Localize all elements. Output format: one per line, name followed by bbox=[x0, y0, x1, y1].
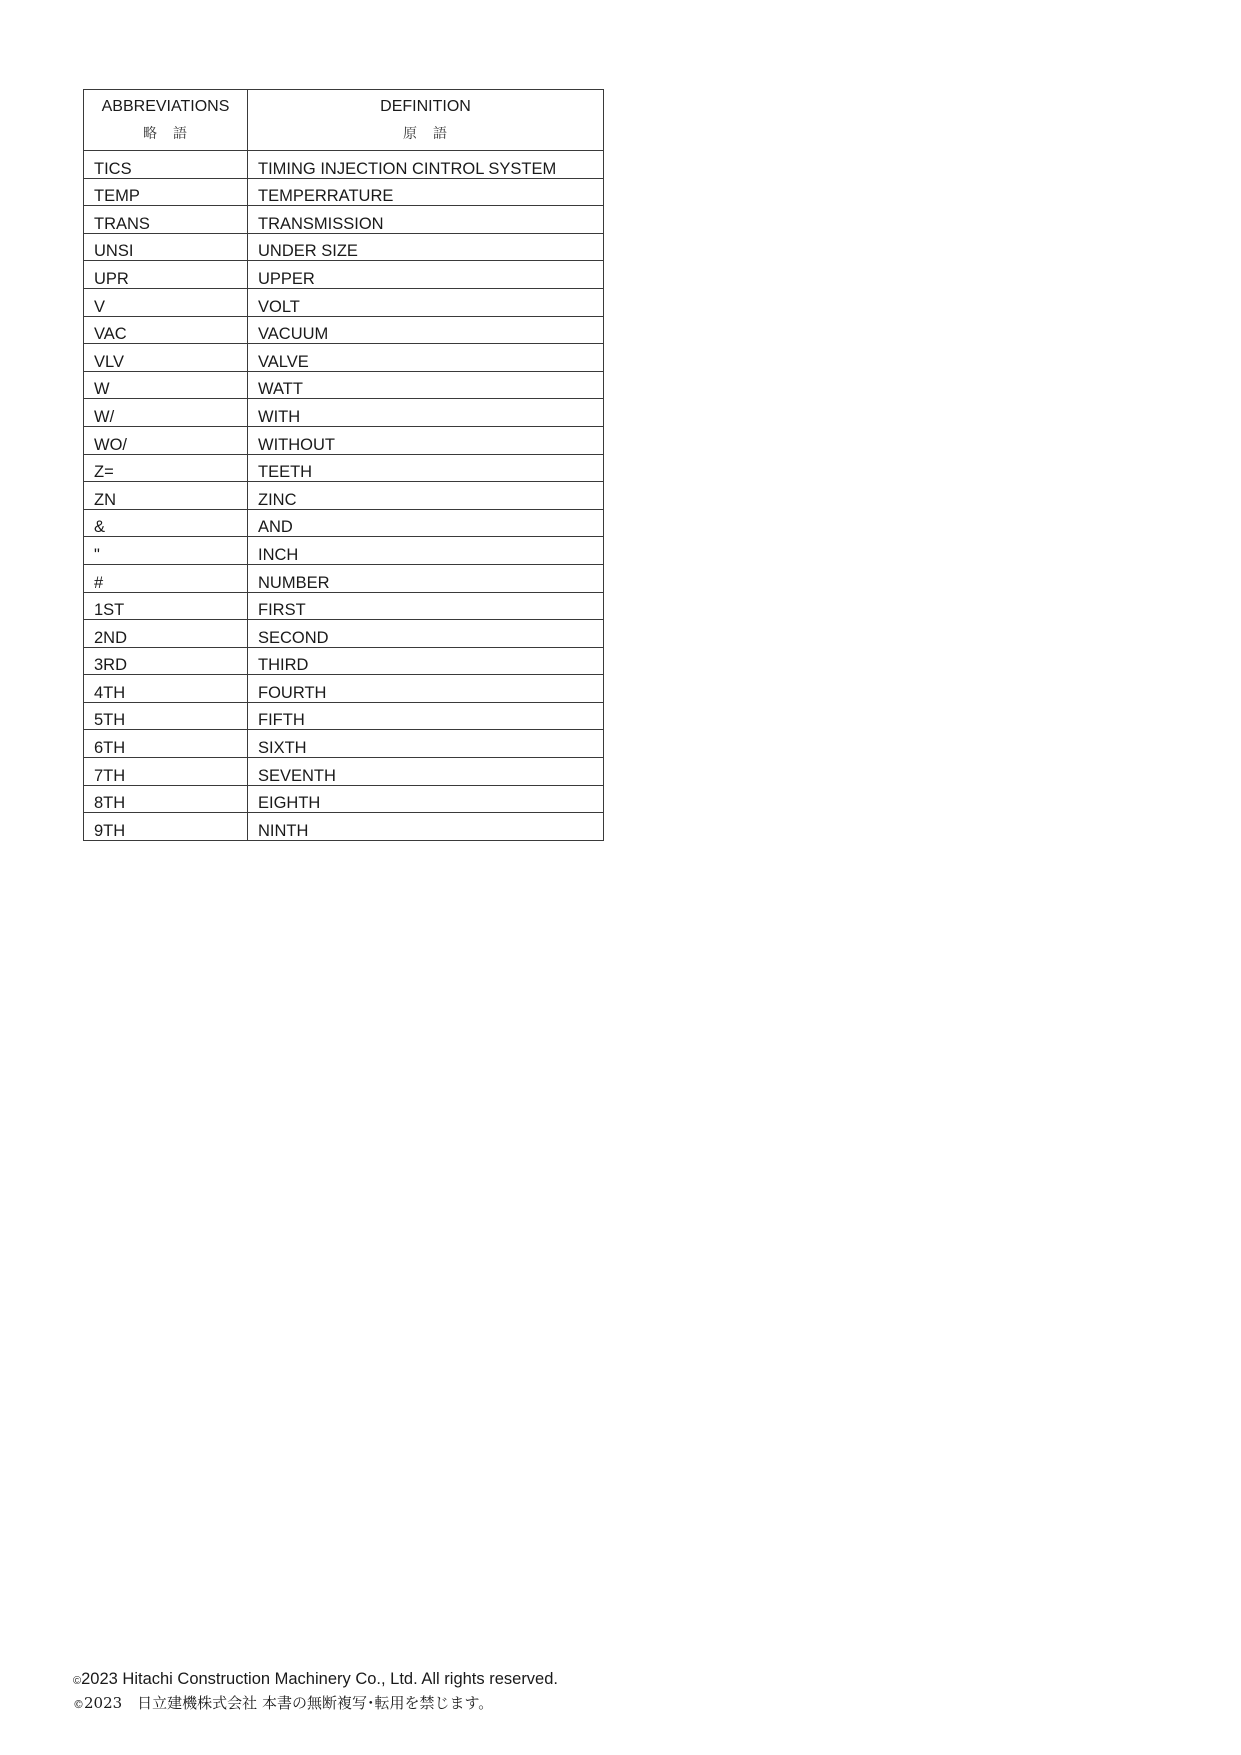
definition-cell: VALVE bbox=[248, 344, 604, 372]
definition-cell: THIRD bbox=[248, 647, 604, 675]
definition-cell: INCH bbox=[248, 537, 604, 565]
table-header-row bbox=[84, 90, 604, 151]
table-row bbox=[84, 564, 604, 592]
table-row bbox=[84, 620, 604, 648]
copyright-text-en: 2023 Hitachi Construction Machinery Co., Ltd. All rights reserved. bbox=[81, 1670, 558, 1688]
definition-cell: UNDER SIZE bbox=[248, 233, 604, 261]
definition-cell: VACUUM bbox=[248, 316, 604, 344]
abbreviations-column-header bbox=[84, 90, 248, 151]
abbreviation-cell: UNSI bbox=[84, 233, 248, 261]
copyright-line-ja bbox=[73, 1693, 558, 1715]
abbreviation-cell: 7TH bbox=[84, 758, 248, 786]
abbreviations-header-ja: 略 語 bbox=[143, 126, 188, 142]
table-row bbox=[84, 151, 604, 179]
table-row bbox=[84, 509, 604, 537]
table-row bbox=[84, 426, 604, 454]
abbreviation-cell: 3RD bbox=[84, 647, 248, 675]
abbreviation-cell: # bbox=[84, 564, 248, 592]
abbreviation-cell: 5TH bbox=[84, 702, 248, 730]
table-row bbox=[84, 758, 604, 786]
table-row bbox=[84, 288, 604, 316]
definition-cell: NINTH bbox=[248, 813, 604, 841]
abbreviation-cell: VAC bbox=[84, 316, 248, 344]
table-row bbox=[84, 371, 604, 399]
table-row bbox=[84, 316, 604, 344]
table-row bbox=[84, 344, 604, 372]
abbreviation-cell: V bbox=[84, 288, 248, 316]
abbreviation-cell: & bbox=[84, 509, 248, 537]
definition-column-header bbox=[248, 90, 604, 151]
abbreviation-cell: " bbox=[84, 537, 248, 565]
abbreviation-cell: W bbox=[84, 371, 248, 399]
table-row bbox=[84, 537, 604, 565]
definition-cell: TRANSMISSION bbox=[248, 206, 604, 234]
table-row bbox=[84, 399, 604, 427]
copyright-symbol: © bbox=[73, 1675, 82, 1687]
table-row bbox=[84, 702, 604, 730]
table-row bbox=[84, 730, 604, 758]
definition-cell: TIMING INJECTION CINTROL SYSTEM bbox=[248, 151, 604, 179]
table-row bbox=[84, 206, 604, 234]
table-row bbox=[84, 261, 604, 289]
definition-header-ja: 原 語 bbox=[403, 126, 448, 142]
abbreviation-cell: TEMP bbox=[84, 178, 248, 206]
definition-cell: TEETH bbox=[248, 454, 604, 482]
definition-header-en: DEFINITION bbox=[380, 98, 471, 115]
abbreviation-cell: ZN bbox=[84, 482, 248, 510]
abbreviation-cell: 6TH bbox=[84, 730, 248, 758]
table-row bbox=[84, 482, 604, 510]
definition-cell: NUMBER bbox=[248, 564, 604, 592]
copyright-line-en bbox=[73, 1669, 558, 1691]
table-row bbox=[84, 454, 604, 482]
abbreviation-cell: UPR bbox=[84, 261, 248, 289]
abbreviations-table bbox=[83, 89, 604, 841]
copyright-symbol: © bbox=[73, 1698, 84, 1711]
definition-cell: VOLT bbox=[248, 288, 604, 316]
definition-cell: SECOND bbox=[248, 620, 604, 648]
abbreviation-cell: 8TH bbox=[84, 785, 248, 813]
abbreviation-cell: 2ND bbox=[84, 620, 248, 648]
abbreviation-cell: 4TH bbox=[84, 675, 248, 703]
table-body bbox=[84, 151, 604, 841]
definition-cell: FIRST bbox=[248, 592, 604, 620]
abbreviations-header-en: ABBREVIATIONS bbox=[101, 98, 230, 115]
table-row bbox=[84, 592, 604, 620]
abbreviation-cell: 1ST bbox=[84, 592, 248, 620]
table-row bbox=[84, 785, 604, 813]
definition-cell: FOURTH bbox=[248, 675, 604, 703]
table-header bbox=[84, 90, 604, 151]
table-row bbox=[84, 675, 604, 703]
copyright-footer bbox=[73, 1669, 558, 1715]
definition-cell: UPPER bbox=[248, 261, 604, 289]
abbreviation-cell: TICS bbox=[84, 151, 248, 179]
definition-cell: WITHOUT bbox=[248, 426, 604, 454]
definition-cell: WATT bbox=[248, 371, 604, 399]
definition-cell: FIFTH bbox=[248, 702, 604, 730]
table-row bbox=[84, 813, 604, 841]
abbreviation-cell: VLV bbox=[84, 344, 248, 372]
definition-cell: SIXTH bbox=[248, 730, 604, 758]
abbreviation-cell: TRANS bbox=[84, 206, 248, 234]
abbreviation-cell: WO/ bbox=[84, 426, 248, 454]
definition-cell: EIGHTH bbox=[248, 785, 604, 813]
abbreviation-cell: 9TH bbox=[84, 813, 248, 841]
definition-cell: WITH bbox=[248, 399, 604, 427]
definition-cell: AND bbox=[248, 509, 604, 537]
definition-cell: TEMPERRATURE bbox=[248, 178, 604, 206]
copyright-text-ja: 2023 日立建機株式会社 本書の無断複写･転用を禁じます。 bbox=[84, 1694, 494, 1712]
table-row bbox=[84, 178, 604, 206]
table-row bbox=[84, 647, 604, 675]
abbreviation-cell: W/ bbox=[84, 399, 248, 427]
table-row bbox=[84, 233, 604, 261]
definition-cell: ZINC bbox=[248, 482, 604, 510]
abbreviation-cell: Z= bbox=[84, 454, 248, 482]
definition-cell: SEVENTH bbox=[248, 758, 604, 786]
